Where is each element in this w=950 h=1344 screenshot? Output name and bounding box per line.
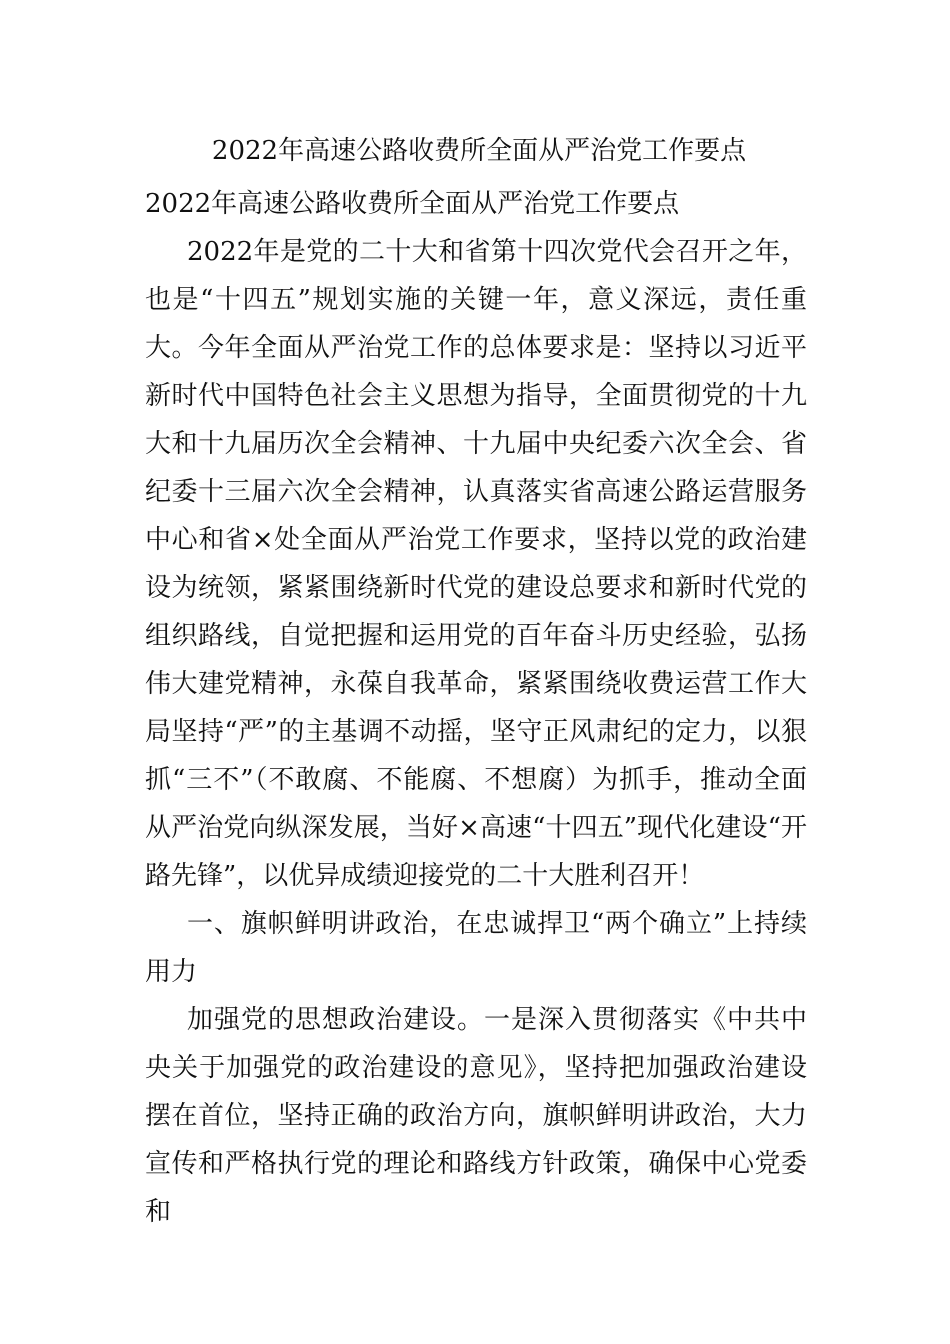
section-heading-1: 一、旗帜鲜明讲政治，在忠诚捍卫“两个确立”上持续用力 [145, 909, 807, 987]
paragraph-section-1: 加强党的思想政治建设。一是深入贯彻落实《中共中央关于加强党的政治建设的意见》，坚持把加强政治建设摆在首位，坚持正确的政治方向，旗帜鲜明讲政治，大力宣传和严格执行党的理论和路线方针政策，确保中心党委和 [145, 1005, 807, 1227]
document-body [145, 180, 807, 1236]
document-title: 2022年高速公路收费所全面从严治党工作要点 [211, 136, 747, 166]
paragraph-intro: 2022年是党的二十大和省第十四次党代会召开之年，也是“十四五”规划实施的关键一年，意义深远，责任重大。今年全面从严治党工作的总体要求是：坚持以习近平新时代中国特色社会主义思想为指导，全面贯彻党的十九大和十九届历次全会精神、十九届中央纪委六次全会、省纪委十三届六次全会精神，认真落实省高速公路运营服务中心和省×处全面从严治党工作要求，坚持以党的政治建设为统领，紧紧围绕新时代党的建设总要求和新时代党的组织路线，自觉把握和运用党的百年奋斗历史经验，弘扬伟大建党精神，永葆自我革命，紧紧围绕收费运营工作大局坚持“严”的主基调不动摇，坚守正风肃纪的定力，以狠抓“三不”（不敢腐、不能腐、不想腐）为抓手，推动全面从严治党向纵深发展，当好×高速“十四五”现代化建设“开路先锋”，以优异成绩迎接党的二十大胜利召开！ [145, 237, 807, 891]
document-subtitle: 2022年高速公路收费所全面从严治党工作要点 [145, 189, 680, 219]
